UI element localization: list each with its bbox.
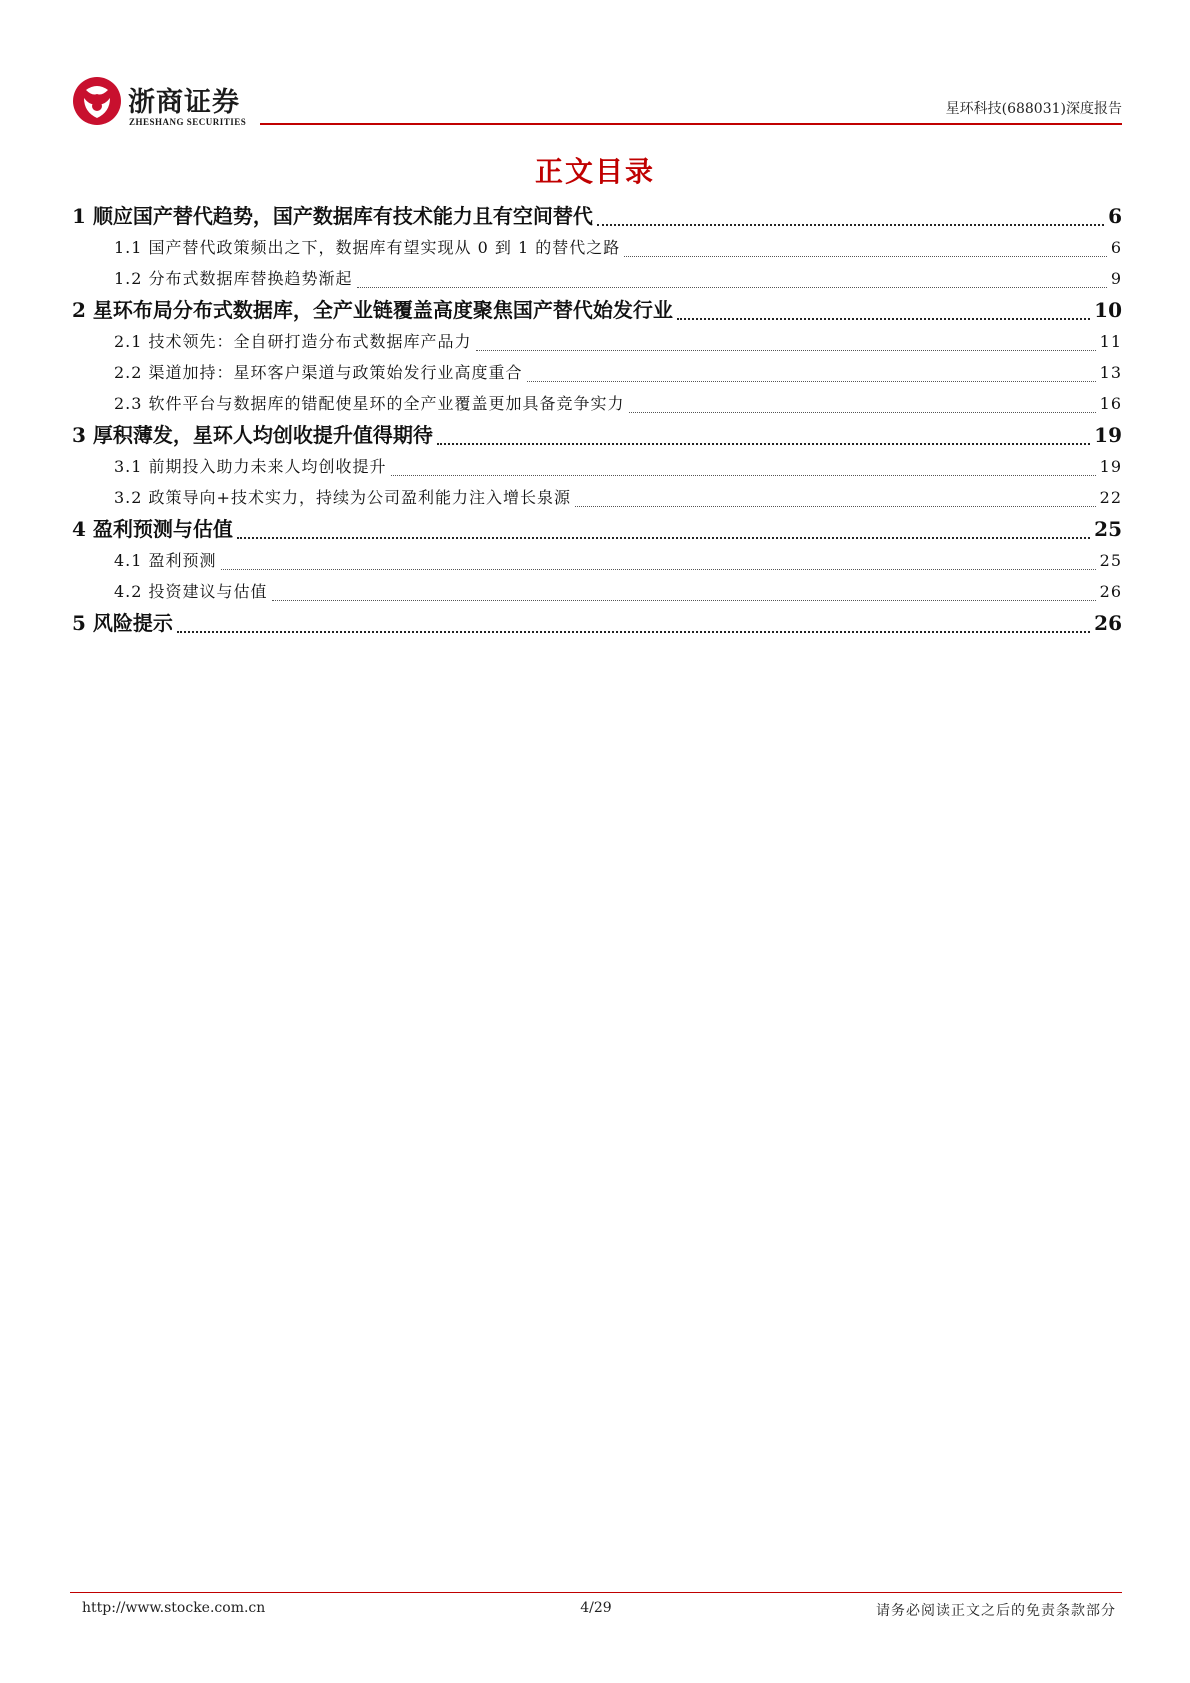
toc-entry-chapter[interactable] (72, 607, 1122, 639)
toc-dot-leader (629, 412, 1096, 413)
toc-dot-leader (221, 569, 1096, 570)
toc-entry-title: 2.3 软件平台与数据库的错配使星环的全产业覆盖更加具备竞争实力 (114, 394, 625, 413)
logo-text-cn: 浙商证券 (128, 87, 240, 118)
zheshang-logo-icon (72, 76, 122, 126)
toc-entry-page: 26 (1099, 582, 1122, 601)
toc-entry-title: 3.2 政策导向+技术实力，持续为公司盈利能力注入增长泉源 (114, 488, 571, 507)
toc-entry-title: 4.2 投资建议与估值 (114, 582, 268, 601)
toc-entry-title: 2.2 渠道加持：星环客户渠道与政策始发行业高度重合 (114, 363, 523, 382)
page-header (70, 68, 1122, 128)
toc-entry-section[interactable] (72, 357, 1122, 388)
footer-url[interactable]: http://www.stocke.com.cn (82, 1600, 266, 1616)
toc-entry-title: 3.1 前期投入助力未来人均创收提升 (114, 457, 387, 476)
toc-entry-section[interactable] (72, 482, 1122, 513)
toc-dot-leader (177, 631, 1090, 633)
toc-dot-leader (272, 600, 1096, 601)
toc-entry-title: 4.1 盈利预测 (114, 551, 217, 570)
toc-dot-leader (437, 443, 1090, 445)
toc-entry-title: 3 厚积薄发，星环人均创收提升值得期待 (72, 423, 433, 447)
toc-entry-section[interactable] (72, 326, 1122, 357)
toc-entry-page: 9 (1110, 269, 1122, 288)
toc-entry-title: 2 星环布局分布式数据库，全产业链覆盖高度聚焦国产替代始发行业 (72, 298, 673, 322)
toc-dot-leader (527, 381, 1096, 382)
toc-entry-page: 16 (1099, 394, 1122, 413)
header-divider (260, 123, 1122, 125)
logo-text-en: ZHESHANG SECURITIES (129, 117, 247, 127)
table-of-contents (72, 200, 1122, 639)
toc-dot-leader (624, 256, 1107, 257)
toc-entry-chapter[interactable] (72, 419, 1122, 451)
toc-dot-leader (677, 318, 1090, 320)
toc-entry-page: 10 (1094, 298, 1122, 322)
footer-disclaimer: 请务必阅读正文之后的免责条款部分 (876, 1603, 1116, 1619)
page-footer (70, 1596, 1122, 1620)
toc-entry-section[interactable] (72, 451, 1122, 482)
toc-dot-leader (597, 224, 1104, 226)
toc-entry-page: 6 (1108, 204, 1122, 228)
toc-entry-chapter[interactable] (72, 513, 1122, 545)
toc-entry-page: 25 (1099, 551, 1122, 570)
toc-entry-page: 19 (1099, 457, 1122, 476)
footer-page-number: 4/29 (580, 1600, 612, 1616)
toc-entry-page: 22 (1099, 488, 1122, 507)
toc-entry-section[interactable] (72, 576, 1122, 607)
toc-entry-page: 11 (1099, 332, 1122, 351)
toc-entry-page: 6 (1110, 238, 1122, 257)
toc-entry-section[interactable] (72, 388, 1122, 419)
toc-entry-page: 13 (1099, 363, 1122, 382)
toc-entry-page: 19 (1094, 423, 1122, 447)
toc-entry-title: 1 顺应国产替代趋势，国产数据库有技术能力且有空间替代 (72, 204, 593, 228)
toc-dot-leader (575, 506, 1096, 507)
toc-entry-title: 1.1 国产替代政策频出之下，数据库有望实现从 0 到 1 的替代之路 (114, 238, 621, 257)
toc-entry-chapter[interactable] (72, 294, 1122, 326)
toc-entry-title: 2.1 技术领先：全自研打造分布式数据库产品力 (114, 332, 472, 351)
footer-divider (70, 1592, 1122, 1593)
toc-dot-leader (391, 475, 1096, 476)
toc-entry-section[interactable] (72, 263, 1122, 294)
toc-heading: 正文目录 (534, 155, 655, 188)
report-title: 星环科技(688031)深度报告 (945, 101, 1122, 117)
toc-entry-page: 26 (1094, 611, 1122, 635)
toc-dot-leader (476, 350, 1096, 351)
toc-entry-section[interactable] (72, 232, 1122, 263)
toc-entry-page: 25 (1094, 517, 1122, 541)
toc-dot-leader (357, 287, 1107, 288)
toc-entry-title: 4 盈利预测与估值 (72, 517, 233, 541)
toc-entry-title: 1.2 分布式数据库替换趋势渐起 (114, 269, 353, 288)
toc-entry-section[interactable] (72, 545, 1122, 576)
toc-entry-chapter[interactable] (72, 200, 1122, 232)
toc-dot-leader (237, 537, 1090, 539)
toc-entry-title: 5 风险提示 (72, 611, 173, 635)
